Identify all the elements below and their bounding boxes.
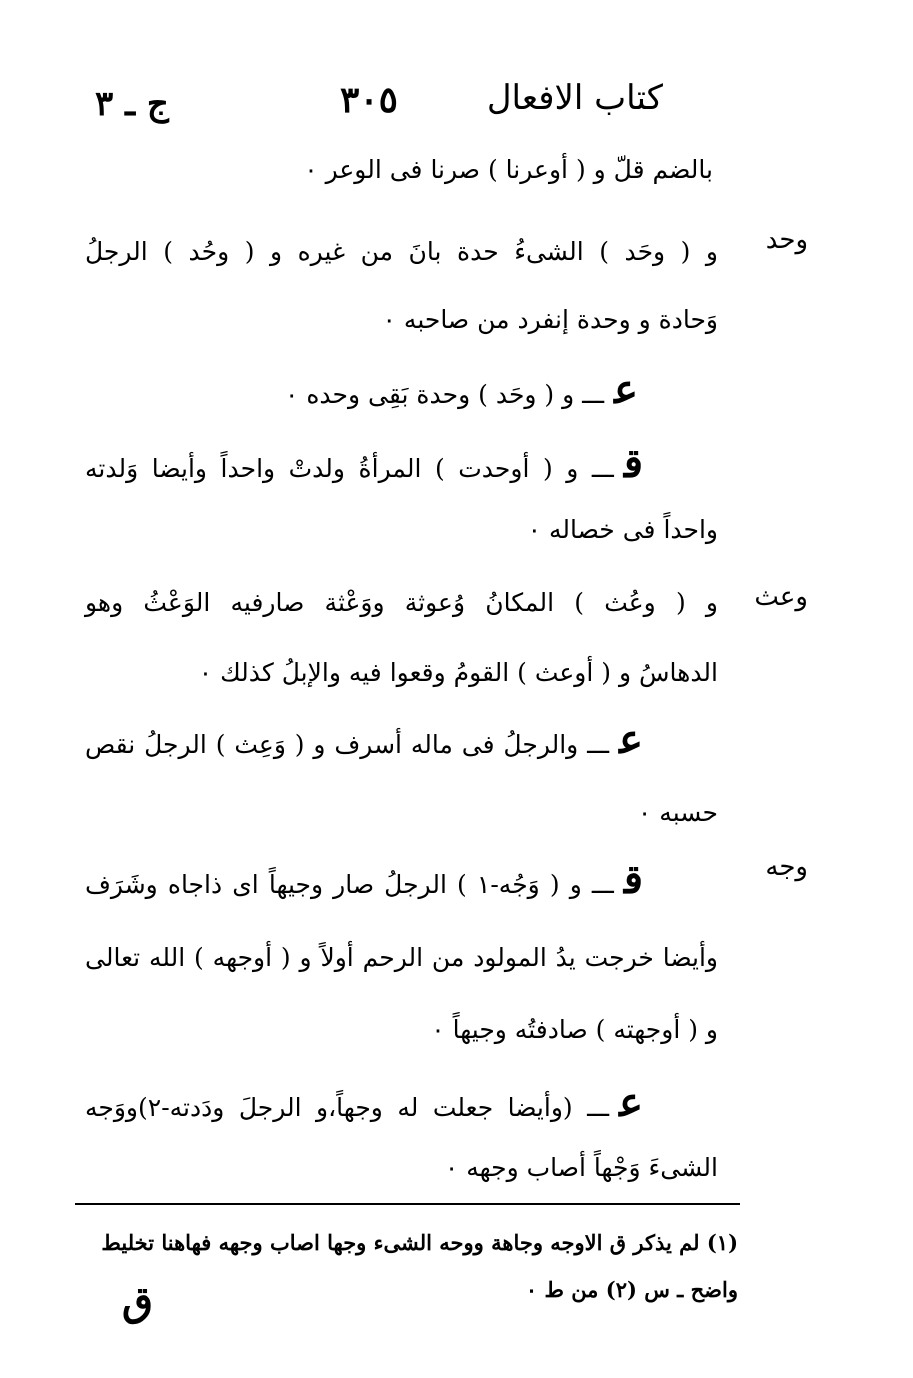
text-line: و ( وحَد ) الشىءُ حدة بانَ من غيره و ( وحُد ) الرجلُ xyxy=(85,237,718,266)
entry-ain-line xyxy=(85,366,638,413)
ain-marker: ع xyxy=(619,716,643,763)
text-line: و ( وعُث ) المكانُ وُعوثة ووَعْثة صارفيه الوَعْثُ وهو xyxy=(85,588,718,617)
marker-dash: ـــ xyxy=(591,454,614,483)
entry-qaf-line xyxy=(85,440,643,487)
text-line: الشىءَ وَجْهاً أصاب وجهه ٠ xyxy=(444,1153,718,1182)
text-line: الدهاسُ و ( أوعث ) القومُ وقعوا فيه والإبلُ كذلك ٠ xyxy=(198,658,718,687)
text-line: وَحادة و وحدة إنفرد من صاحبه ٠ xyxy=(382,305,718,334)
entry-ain-line xyxy=(85,1079,643,1126)
qaf-marker: ق xyxy=(623,856,644,903)
marker-dash: ـــ xyxy=(582,380,605,409)
footnote-line: واضح ـ س (٢) من ط ٠ xyxy=(525,1277,738,1302)
marker-dash: ـــ xyxy=(587,730,610,759)
ain-marker: ع xyxy=(614,366,638,413)
text-line: حسبه ٠ xyxy=(637,798,718,827)
entry-ain-line xyxy=(85,716,643,763)
entry-qaf-line xyxy=(85,856,644,903)
text-line: و ( وَجُه-١ ) الرجلُ صار وجيهاً اى ذاجاه وشَرَف xyxy=(85,870,582,899)
text-line: و ( أوجهته ) صادفتُه وجيهاً ٠ xyxy=(431,1015,718,1044)
ain-marker: ع xyxy=(619,1079,643,1126)
root-word-wajah: وجه xyxy=(765,852,808,882)
book-title: كتاب الافعال xyxy=(486,78,663,118)
text-line: وأيضا خرجت يدُ المولود من الرحم أولاً و ( أوجهه ) الله تعالى xyxy=(85,943,718,972)
text-line: واحداً فى خصاله ٠ xyxy=(527,515,718,544)
footnote-divider xyxy=(75,1203,740,1205)
text-line: والرجلُ فى ماله أسرف و ( وَعِث ) الرجلُ نقص xyxy=(85,730,579,759)
text-line: و ( أوحدت ) المرأةُ ولدتْ واحداً وأيضا وَلدته xyxy=(85,454,579,483)
marker-dash: ـــ xyxy=(587,1093,610,1122)
root-word-wahad: وحد xyxy=(765,225,808,255)
volume-label: ج ـ ٣ xyxy=(95,84,169,124)
root-word-waath: وعث xyxy=(754,582,808,612)
footnote-line: (١) لم يذكر ق الاوجه وجاهة ووحه الشىء وجها اصاب وجهه فهاهنا تخليط xyxy=(101,1230,738,1255)
marker-dash: ـــ xyxy=(591,870,614,899)
footer-mark: ق xyxy=(122,1278,154,1325)
page-number: ٣٠٥ xyxy=(340,79,399,121)
text-line: بالضم قلّ و ( أوعرنا ) صرنا فى الوعر ٠ xyxy=(304,155,713,184)
text-line: (وأيضا جعلت له وجهاً،و الرجلَ ودَدته-٢)ووَجه xyxy=(85,1093,573,1122)
qaf-marker: ق xyxy=(623,440,643,487)
text-line: و ( وحَد ) وحدة بَقِى وحده ٠ xyxy=(284,380,575,409)
